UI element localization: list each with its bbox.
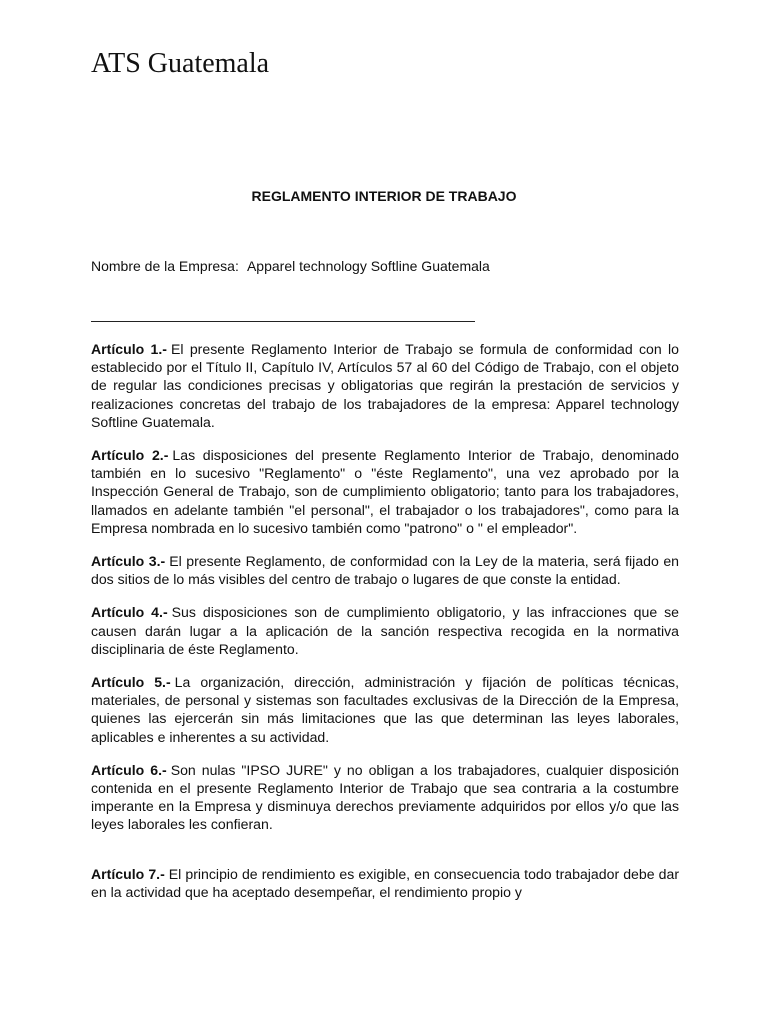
article-4 (91, 603, 679, 658)
article-2 (91, 446, 679, 537)
article-number: Artículo 1.- (91, 341, 167, 357)
article-3 (91, 552, 679, 588)
articles-body (91, 340, 679, 916)
article-text: El presente Reglamento Interior de Trabajo se formula de conformidad con lo establecido por el Título II, Capítulo IV, Artículos 57 al 60 del Código de Trabajo, con el objeto de regular las condiciones precisas y obligatorias que regirán la prestación de servicios y realizaciones concretas del trabajo de los trabajadores de la empresa: Apparel technology Softline Guatemala. (91, 341, 679, 430)
article-text: Las disposiciones del presente Reglamento Interior de Trabajo, denominado también en lo sucesivo "Reglamento" o "éste Reglamento", una vez aprobado por la Inspección General de Trabajo, son de cumplimiento obligatorio; tanto para los trabajadores, llamados en adelante también "el personal", el trabajador o los trabajadores", como para la Empresa nombrada en lo sucesivo también como "patrono" o " el empleador". (91, 447, 679, 536)
company-name: Apparel technology Softline Guatemala (246, 258, 490, 274)
org-header: ATS Guatemala (91, 48, 270, 79)
article-6 (91, 761, 679, 834)
article-number: Artículo 6.- (91, 761, 167, 778)
article-1 (91, 340, 679, 431)
company-line (91, 256, 490, 276)
article-text: Son nulas "IPSO JURE" y no obligan a los trabajadores, cualquier disposición contenida en el presente Reglamento Interior de Trabajo que sea contraria a la costumbre imperante en la Empresa y disminuya derechos previamente adquiridos por ellos y/o que las leyes laborales les confieran. (91, 761, 680, 833)
separator-line (91, 321, 475, 322)
company-label: Nombre de la Empresa: (91, 258, 239, 274)
article-number: Artículo 7.- (91, 865, 165, 882)
article-7 (91, 865, 679, 901)
article-text: El principio de rendimiento es exigible, en consecuencia todo trabajador debe dar en la actividad que ha aceptado desempeñar, el rendimiento propio y (91, 865, 680, 900)
article-number: Artículo 3.- (91, 553, 166, 570)
article-number: Artículo 4.- (91, 604, 168, 621)
article-number: Artículo 5.- (91, 674, 171, 691)
article-5 (91, 673, 679, 746)
article-text: Sus disposiciones son de cumplimiento obligatorio, y las infracciones que se causen darán lugar a la aplicación de la sanción respectiva recogida en la normativa disciplinaria de éste Reglamento. (91, 604, 679, 657)
article-text: El presente Reglamento, de conformidad con la Ley de la materia, será fijado en dos sitios de lo más visibles del centro de trabajo o lugares de que conste la entidad. (91, 553, 680, 588)
document-title: REGLAMENTO INTERIOR DE TRABAJO (251, 188, 517, 204)
article-number: Artículo 2.- (91, 447, 169, 464)
article-text: La organización, dirección, administración y fijación de políticas técnicas, materiales, de personal y sistemas son facultades exclusivas de la Dirección de la Empresa, quienes las ejercerán sin más limitaciones que las que determinan las leyes laborales, aplicables e inherentes a su actividad. (91, 674, 680, 745)
